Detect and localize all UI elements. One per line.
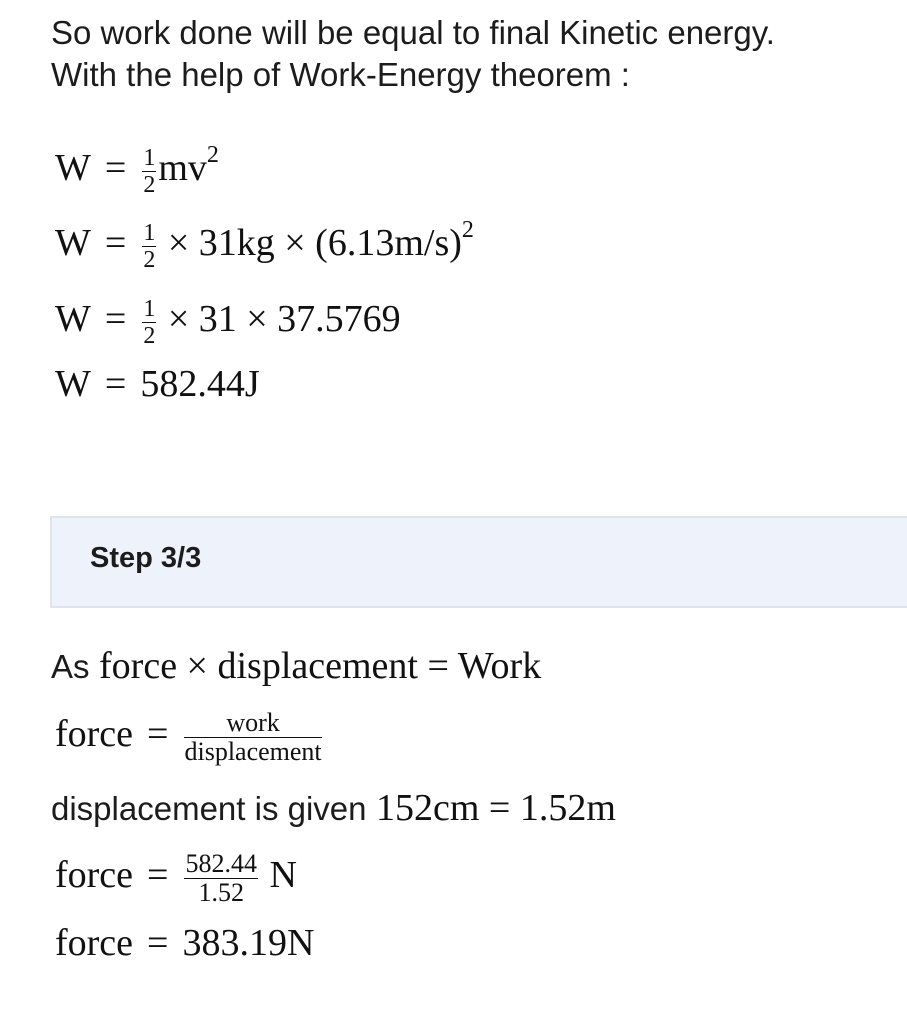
eq-lhs: force — [55, 854, 134, 897]
fraction-half — [142, 221, 156, 272]
eq-equals: = — [104, 298, 127, 341]
step3-line-force-formula — [55, 710, 324, 765]
eq-lhs: W — [55, 222, 91, 265]
step3-line-force-result — [55, 924, 314, 962]
intro-line-2: With the help of Work-Energy theorem : — [51, 56, 630, 93]
eq-rest: × 31kg × (6.13m/s) — [167, 222, 462, 265]
line-math: 152cm = 1.52m — [376, 787, 616, 829]
eq-lhs: W — [55, 363, 91, 405]
fraction-numerator: 1 — [143, 296, 156, 322]
intro-paragraph — [51, 12, 775, 96]
line-text: displacement is given — [51, 790, 367, 827]
fraction-numerator: work — [184, 710, 321, 738]
eq-equals: = — [104, 222, 127, 265]
eq-equals: = — [147, 713, 169, 756]
line-math: force × displacement = Work — [99, 645, 542, 687]
step3-line-force-displacement — [51, 647, 541, 685]
equation-result-work — [55, 365, 260, 403]
fraction-numerator: 1 — [143, 145, 156, 171]
fraction-denominator: 2 — [143, 172, 156, 198]
eq-exponent: 2 — [461, 217, 474, 244]
fraction-work-displacement — [184, 710, 321, 765]
unit: N — [269, 854, 297, 897]
eq-equals: = — [104, 147, 127, 190]
step-header-box — [50, 516, 907, 608]
fraction-half — [142, 297, 156, 348]
fraction-denominator: displacement — [184, 737, 322, 766]
intro-line-1: So work done will be equal to final Kinetic energy. — [51, 14, 775, 51]
eq-rest: 582.44J — [140, 363, 260, 405]
step-title: Step 3/3 — [90, 542, 202, 574]
eq-exponent: 2 — [206, 142, 219, 169]
fraction-denominator: 1.52 — [198, 878, 244, 907]
equation-substitution — [55, 217, 474, 273]
fraction-values — [184, 851, 258, 906]
eq-rest: mv — [158, 147, 207, 190]
eq-lhs: force — [55, 713, 134, 756]
fraction-numerator: 582.44 — [185, 849, 257, 878]
eq-equals: = — [104, 363, 127, 405]
equation-kinetic-energy — [55, 142, 219, 198]
fraction-denominator: 2 — [143, 323, 156, 349]
fraction-half — [142, 146, 156, 197]
eq-equals: = — [147, 854, 169, 897]
line-text: As — [51, 648, 90, 685]
eq-lhs: W — [55, 147, 91, 190]
eq-rest: × 31 × 37.5769 — [167, 298, 401, 341]
fraction-denominator: 2 — [143, 247, 156, 273]
eq-lhs: W — [55, 298, 91, 341]
step3-line-force-substitution — [55, 851, 297, 906]
fraction-numerator: 1 — [143, 220, 156, 246]
eq-equals: = — [147, 922, 169, 964]
equation-numeric — [55, 297, 401, 348]
eq-rest: 383.19N — [182, 922, 315, 964]
eq-lhs: force — [55, 922, 134, 964]
step3-line-displacement-given — [51, 789, 616, 827]
